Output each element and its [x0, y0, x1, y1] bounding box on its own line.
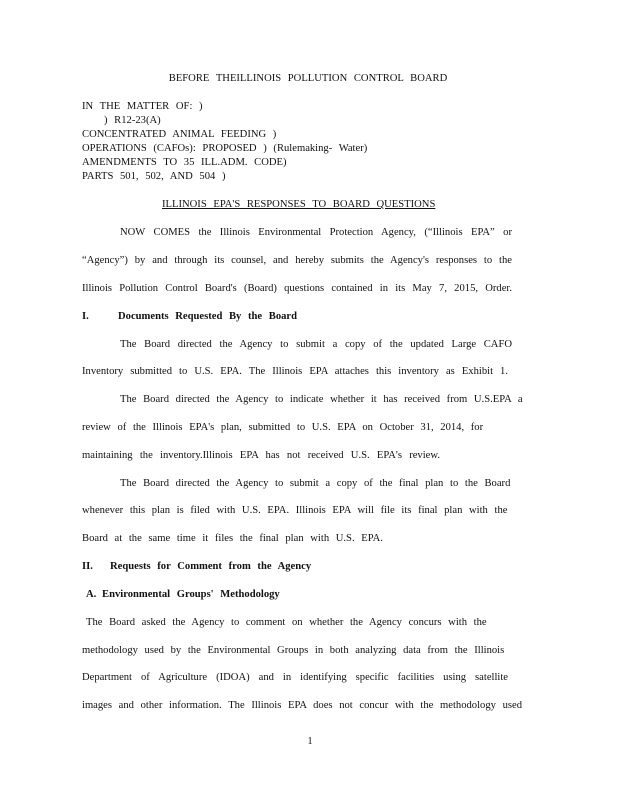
- section-title: Requests for Comment from the Agency: [110, 561, 312, 572]
- paragraph-line: Board at the same time it files the final plan with U.S. EPA.: [82, 533, 383, 544]
- paragraph-line: methodology used by the Environmental Groups in both analyzing data from the Illinois: [82, 645, 505, 656]
- section-1-heading: [82, 310, 512, 323]
- caption-line: AMENDMENTS TO 35 ILL.ADM. CODE): [82, 157, 287, 168]
- caption-line: CONCENTRATED ANIMAL FEEDING ): [82, 129, 277, 140]
- paragraph-line: maintaining the inventory.Illinois EPA has not received U.S. EPA's review.: [82, 450, 440, 461]
- section-number: II.: [82, 561, 93, 572]
- paragraph-line: The Board directed the Agency to submit a copy of the final plan to the Board: [120, 478, 511, 489]
- subsection-a-heading: [86, 588, 516, 601]
- caption-line: OPERATIONS (CAFOs): PROPOSED ) (Rulemaking- Water): [82, 143, 368, 154]
- paragraph-line: Illinois Pollution Control Board's (Board) questions contained in its May 7, 2015, Order.: [82, 283, 512, 294]
- paragraph-line: The Board directed the Agency to submit a copy of the updated Large CAFO: [120, 339, 512, 350]
- paragraph-line: Inventory submitted to U.S. EPA. The Illinois EPA attaches this inventory as Exhibit 1.: [82, 366, 508, 377]
- paragraph-line: The Board asked the Agency to comment on whether the Agency concurs with the: [86, 617, 487, 628]
- caption-line: IN THE MATTER OF: ): [82, 101, 203, 112]
- section-number: I.: [82, 311, 89, 322]
- caption-docket: ) R12-23(A): [104, 115, 161, 126]
- paragraph-line: images and other information. The Illinois EPA does not concur with the methodology used: [82, 700, 522, 711]
- paragraph-line: NOW COMES the Illinois Environmental Protection Agency, (“Illinois EPA” or: [120, 227, 512, 238]
- section-title: Documents Requested By the Board: [118, 311, 298, 322]
- paragraph-line: review of the Illinois EPA's plan, submitted to U.S. EPA on October 31, 2014, for: [82, 422, 484, 433]
- paragraph-line: Department of Agriculture (IDOA) and in identifying specific facilities using satellite: [82, 672, 508, 683]
- paragraph-line: The Board directed the Agency to indicate whether it has received from U.S.EPA a: [120, 394, 523, 405]
- subsection-title: Environmental Groups' Methodology: [102, 589, 280, 600]
- subsection-letter: A.: [86, 589, 97, 600]
- caption-line: PARTS 501, 502, AND 504 ): [82, 171, 226, 182]
- paragraph-line: “Agency”) by and through its counsel, and hereby submits the Agency's responses to the: [82, 255, 512, 266]
- responses-heading: ILLINOIS EPA'S RESPONSES TO BOARD QUESTIONS: [162, 199, 436, 210]
- document-title: BEFORE THEILLINOIS POLLUTION CONTROL BOARD: [168, 73, 448, 84]
- section-2-heading: [82, 560, 512, 573]
- paragraph-line: whenever this plan is filed with U.S. EPA. Illinois EPA will file its final plan with the: [82, 505, 508, 516]
- page-number: 1: [307, 736, 313, 747]
